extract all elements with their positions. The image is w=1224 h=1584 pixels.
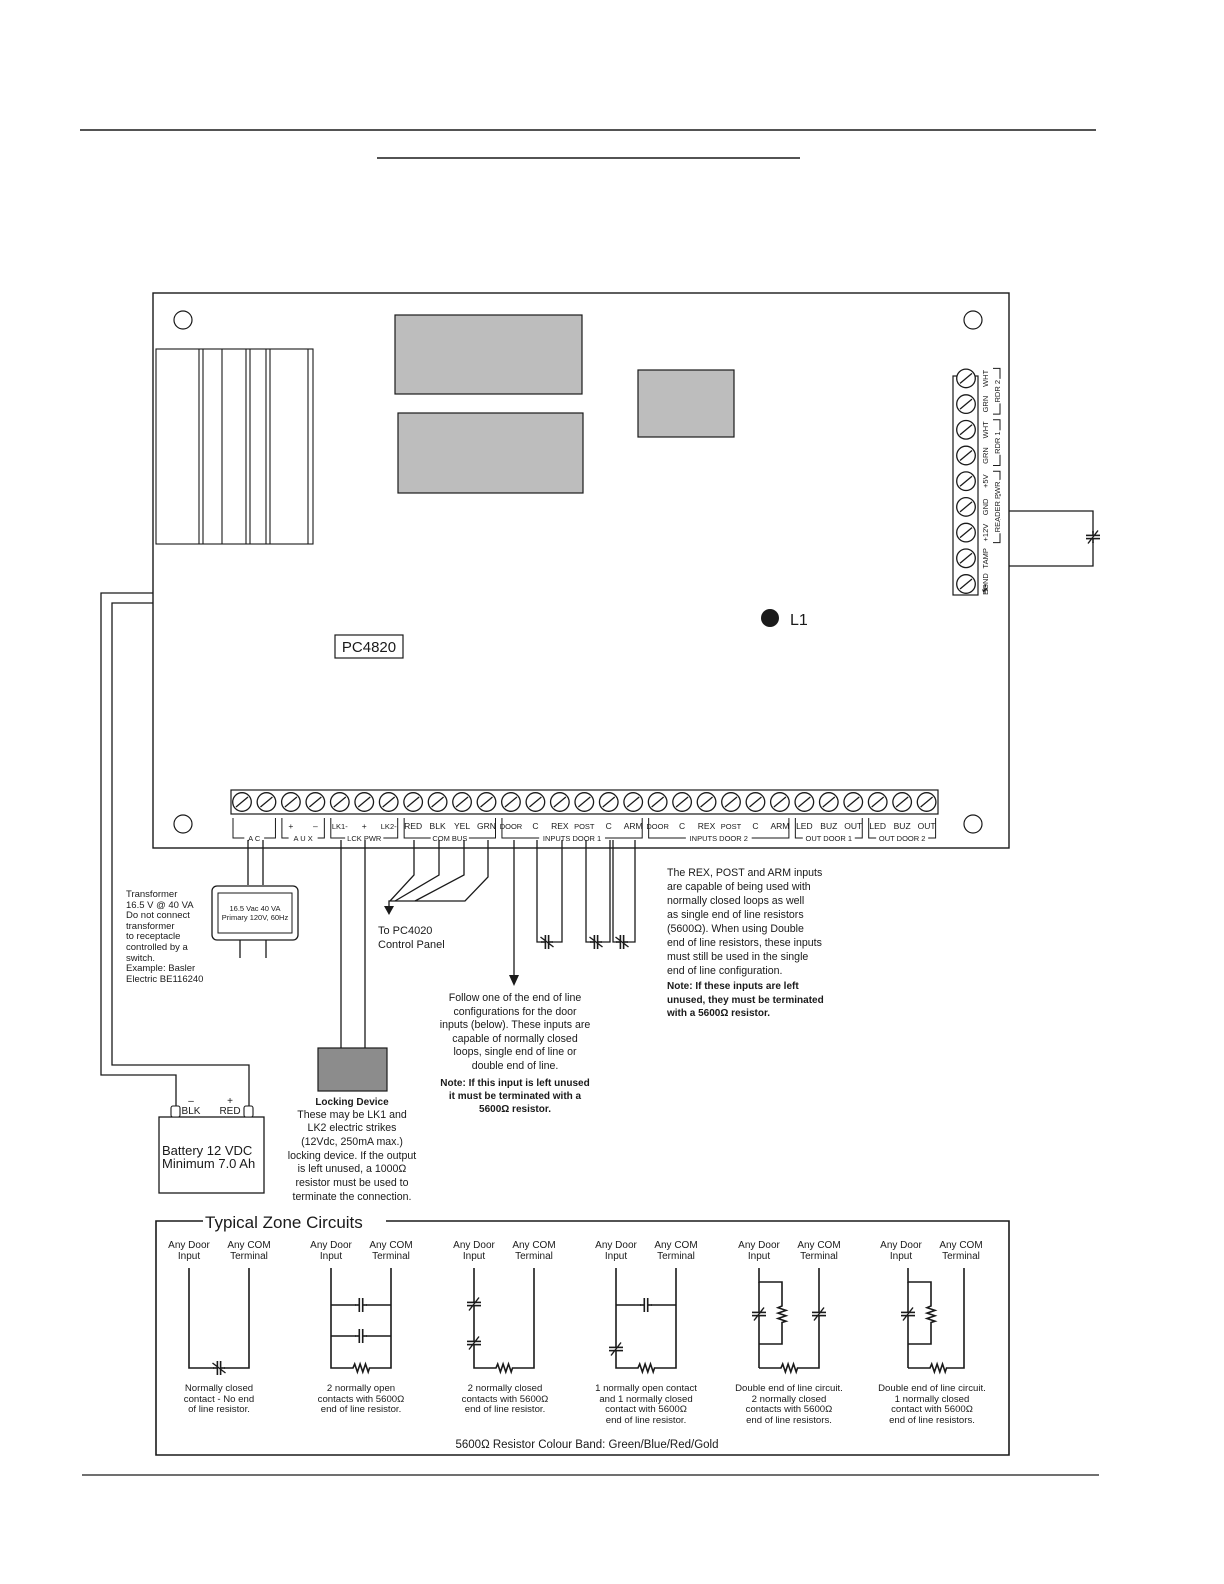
terminal-label: WHT <box>981 369 990 387</box>
locking-device-text: These may be LK1 and LK2 electric strikes (12Vdc, 250mA max.) locking device. If the output is left unused, a 1000Ω resistor must be used to terminate the connection. <box>287 1108 417 1203</box>
circuit-caption: Double end of line circuit. 1 normally closed contact with 5600Ω end of line resistors. <box>878 1383 986 1426</box>
terminal-label: C <box>679 821 686 831</box>
circuit-caption: 1 normally open contact and 1 normally closed contact with 5600Ω end of line resistor. <box>595 1383 697 1426</box>
terminal-screw <box>624 793 643 812</box>
resistor-symbol <box>491 1364 517 1372</box>
door-input-note-text: Follow one of the end of line configurations for the door inputs (below). These inputs are capable of normally closed loops, single end of line or double end of line. <box>439 992 591 1072</box>
rex-post-arm-note-warning: Note: If these inputs are left unused, they must be terminated with a 5600Ω resistor. <box>667 981 824 1019</box>
chip-component <box>638 370 734 437</box>
terminal-screw <box>893 793 912 812</box>
terminal-screw <box>957 575 976 594</box>
led-label: L1 <box>790 612 808 629</box>
resistor-colour-band: 5600Ω Resistor Colour Band: Green/Blue/Red/Gold <box>455 1439 719 1451</box>
pc4820-board <box>153 293 1009 848</box>
terminal-label: GRN <box>981 447 990 464</box>
terminal-label: TAMP <box>981 548 990 569</box>
zone-circuits-title: Typical Zone Circuits <box>205 1213 363 1232</box>
terminal-screw <box>575 793 594 812</box>
terminal-screw <box>957 395 976 414</box>
terminal-screw <box>957 446 976 465</box>
terminal-label: LED <box>796 821 813 831</box>
terminal-screw <box>957 472 976 491</box>
terminal-group-label: INPUTS DOOR 2 <box>689 834 748 843</box>
terminal-label: OUT <box>844 821 863 831</box>
terminal-group-label: RDR 2 <box>993 379 1002 403</box>
control-panel-note <box>378 925 468 952</box>
terminal-label: WHT <box>981 421 990 439</box>
terminal-group-label: OUT DOOR 2 <box>878 834 926 843</box>
circuit-input-label: Any Door Input <box>453 1240 495 1262</box>
terminal-label: GRN <box>477 821 496 831</box>
locking-device-note <box>270 1097 434 1205</box>
resistor-symbol <box>778 1301 786 1327</box>
terminal-screw <box>502 793 521 812</box>
terminal-label: ARM <box>770 821 790 831</box>
terminal-label: +12V <box>981 523 990 542</box>
terminal-screw <box>722 793 741 812</box>
terminal-label: +5V <box>981 474 990 488</box>
circuit-input-label: Any Door Input <box>738 1240 780 1262</box>
door-input-note <box>420 992 610 1116</box>
led-l1 <box>761 609 779 627</box>
terminal-group-label: A U X <box>293 834 313 843</box>
rex-post-arm-loops <box>537 840 635 942</box>
terminal-screw <box>957 549 976 568</box>
tamper-loop <box>1009 511 1093 566</box>
zone-circuit-4 <box>616 1268 676 1368</box>
battery-label: Battery 12 VDC Minimum 7.0 Ah <box>162 1143 256 1171</box>
terminal-screw <box>795 793 814 812</box>
circuit-com-label: Any COM Terminal <box>227 1240 271 1262</box>
nc-contact-symbol <box>812 1308 826 1321</box>
terminal-label: REX <box>551 821 569 831</box>
terminal-screw <box>453 793 472 812</box>
nc-contact-symbol <box>609 1343 623 1356</box>
control-panel-arrow <box>384 906 394 915</box>
mounting-hole <box>964 311 982 329</box>
terminal-label: LK2- <box>380 822 397 831</box>
locking-device-title: Locking Device <box>315 1097 389 1108</box>
no-contact-symbol <box>355 1298 367 1312</box>
zone-circuit-2 <box>331 1268 391 1368</box>
rex-post-arm-note <box>667 866 867 1021</box>
terminal-label: BUZ <box>820 821 838 831</box>
zone-circuit-6 <box>908 1268 964 1368</box>
nc-contact-symbol <box>901 1308 915 1321</box>
transformer-note <box>126 890 226 985</box>
circuit-com-label: Any COM Terminal <box>939 1240 983 1262</box>
terminal-screw <box>957 369 976 388</box>
terminal-group-label: OUT DOOR 1 <box>805 834 853 843</box>
transformer-label: 16.5 Vac 40 VA Primary 120V, 60Hz <box>221 904 289 922</box>
mounting-hole <box>174 311 192 329</box>
lock-wires <box>341 840 365 1048</box>
terminal-screw <box>844 793 863 812</box>
terminal-label: LK1- <box>331 822 348 831</box>
resistor-symbol <box>776 1364 802 1372</box>
circuit-caption: 2 normally closed contacts with 5600Ω end of line resistor. <box>461 1383 549 1416</box>
terminal-label: GND <box>981 498 990 516</box>
resistor-symbol <box>927 1301 935 1327</box>
terminal-screw <box>404 793 423 812</box>
tamper-contact-symbol <box>1086 531 1100 544</box>
nc-contact-symbol <box>467 1337 481 1350</box>
terminal-screw <box>355 793 374 812</box>
terminal-screw <box>379 793 398 812</box>
right-terminal-screws <box>957 369 976 593</box>
terminal-label: OUT <box>917 821 936 831</box>
terminal-label: POST <box>574 822 595 831</box>
control-panel-note-text: To PC4020 Control Panel <box>378 925 445 951</box>
terminal-screw <box>697 793 716 812</box>
terminal-label: C <box>752 821 759 831</box>
mounting-hole <box>964 815 982 833</box>
terminal-screw <box>957 498 976 517</box>
zone-circuit-1 <box>189 1268 249 1368</box>
battery-neg-label: BLK <box>181 1106 201 1117</box>
terminal-group-label: LCK PWR <box>347 834 382 843</box>
terminal-label: GRN <box>981 395 990 413</box>
terminal-group-label: RDR 1 <box>993 431 1002 454</box>
door-input-arrow <box>509 840 519 986</box>
door-input-note-warning: Note: If this input is left unused it must be terminated with a 5600Ω resistor. <box>440 1077 590 1115</box>
terminal-screw <box>771 793 790 812</box>
terminal-screw <box>957 421 976 440</box>
terminal-group-label: INPUTS DOOR 1 <box>542 834 602 843</box>
nc-contact-symbol <box>467 1298 481 1311</box>
terminal-screw <box>306 793 325 812</box>
terminal-label: REX <box>697 821 716 831</box>
chip-component <box>398 413 583 493</box>
circuit-caption: 2 normally open contacts with 5600Ω end of line resistor. <box>317 1383 405 1416</box>
terminal-screw <box>868 793 887 812</box>
circuit-caption: Double end of line circuit. 2 normally closed contacts with 5600Ω end of line resistors. <box>735 1383 843 1426</box>
terminal-group-label: COM BUS <box>432 834 468 843</box>
terminal-label: DOOR <box>499 822 523 831</box>
resistor-symbol <box>348 1364 374 1372</box>
resistor-symbol <box>633 1364 659 1372</box>
terminal-screw <box>917 793 936 812</box>
terminal-screw <box>282 793 301 812</box>
transformer-note-text: Transformer 16.5 V @ 40 VA Do not connect transformer to receptacle controlled by a switch. Example: Basler Electric BE116240 <box>126 889 204 985</box>
circuit-input-label: Any Door Input <box>880 1240 922 1262</box>
zone-circuit-5 <box>759 1268 819 1368</box>
terminal-screw <box>331 793 350 812</box>
terminal-screw <box>477 793 496 812</box>
terminal-label: C <box>605 821 612 831</box>
circuit-input-label: Any Door Input <box>595 1240 637 1262</box>
terminal-label: C <box>532 821 539 831</box>
terminal-label: + <box>288 821 294 831</box>
circuit-com-label: Any COM Terminal <box>512 1240 556 1262</box>
terminal-screw <box>526 793 545 812</box>
terminal-screw <box>257 793 276 812</box>
locking-device-block <box>318 1048 387 1091</box>
zone-circuit-headers <box>168 1240 983 1262</box>
terminal-screw <box>673 793 692 812</box>
battery-neg-sign: – <box>188 1096 194 1107</box>
nc-contact-symbol <box>752 1308 766 1321</box>
battery-pos-label: RED <box>219 1106 241 1117</box>
circuit-caption: Normally closed contact - No end of line resistor. <box>183 1383 255 1416</box>
terminal-screw <box>648 793 667 812</box>
no-contact-symbol <box>640 1298 652 1312</box>
terminal-screw <box>599 793 618 812</box>
circuit-com-label: Any COM Terminal <box>369 1240 413 1262</box>
terminal-group-label: READER PWR <box>993 481 1002 533</box>
terminal-screw <box>746 793 765 812</box>
terminal-screw <box>957 523 976 542</box>
com-bus-wires <box>389 840 488 907</box>
battery-pos-sign: + <box>227 1096 233 1107</box>
terminal-group-label: A C <box>248 834 261 843</box>
zone-circuit-3 <box>474 1268 534 1368</box>
nc-contact-symbol <box>213 1361 226 1375</box>
terminal-label: BLK <box>429 821 446 831</box>
terminal-label: BUZ <box>893 821 911 831</box>
no-contact-symbol <box>355 1329 367 1343</box>
chip-component <box>395 315 582 394</box>
resistor-symbol <box>925 1364 951 1372</box>
circuit-com-label: Any COM Terminal <box>654 1240 698 1262</box>
terminal-screw <box>820 793 839 812</box>
bottom-terminal-strip <box>231 790 938 814</box>
rex-post-arm-note-text: The REX, POST and ARM inputs are capable of being used with normally closed loops as well as single end of line resistors (5600Ω). When using Double end of line resistors, these inputs must still be used in the single end of line configuration. <box>667 867 823 977</box>
terminal-label: YEL <box>454 821 471 831</box>
terminal-label: RED <box>404 821 423 831</box>
model-label: PC4820 <box>341 639 397 656</box>
circuit-com-label: Any COM Terminal <box>797 1240 841 1262</box>
terminal-label: LED <box>869 821 886 831</box>
terminal-screw <box>233 793 252 812</box>
terminal-label: ARM <box>623 821 643 831</box>
terminal-screw <box>428 793 447 812</box>
terminal-label: POST <box>720 822 742 831</box>
terminal-screw <box>551 793 570 812</box>
circuit-input-label: Any Door Input <box>310 1240 352 1262</box>
terminal-label: + <box>361 821 367 831</box>
terminal-label: – <box>312 821 318 831</box>
mounting-hole <box>174 815 192 833</box>
circuit-input-label: Any Door Input <box>168 1240 210 1262</box>
terminal-label: DOOR <box>646 822 669 831</box>
terminal-label: EGND <box>981 573 990 595</box>
